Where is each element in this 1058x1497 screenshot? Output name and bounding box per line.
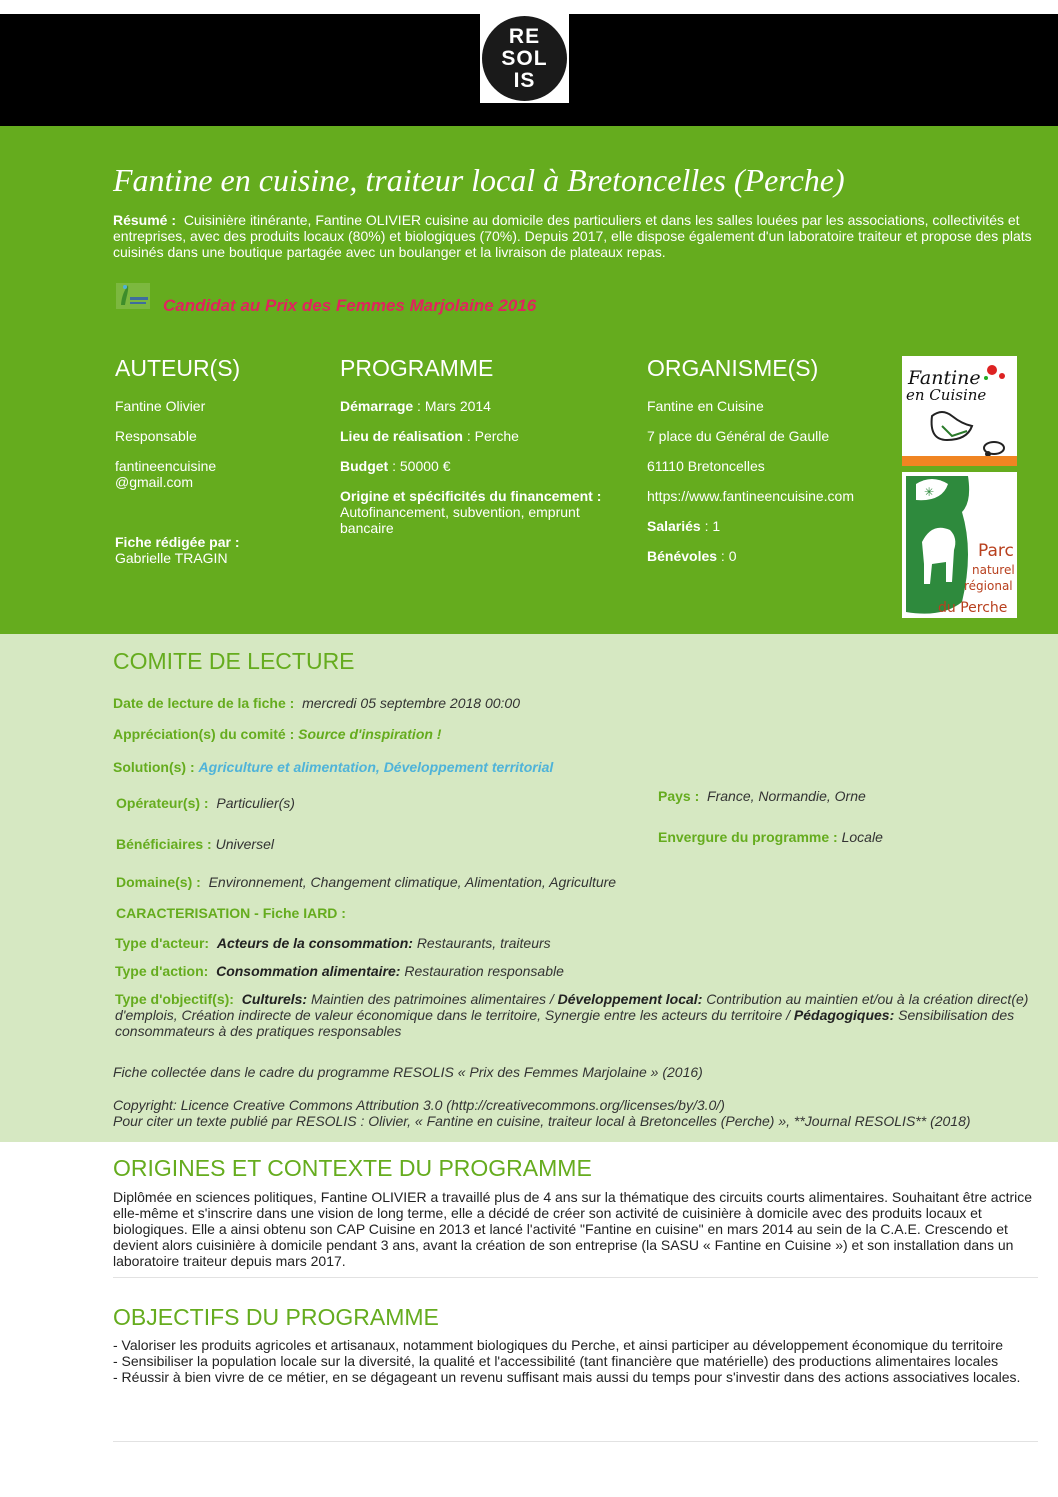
solutions <box>113 759 553 775</box>
top-banner <box>0 0 1058 126</box>
divider <box>113 1441 1038 1442</box>
objectif-item: - Valoriser les produits agricoles et artisanaux, notamment biologiques du Perche, et ainsi participer au développement économique du territoire <box>113 1337 1004 1353</box>
salaries-label: Salariés <box>647 518 701 534</box>
origine-financement <box>340 488 630 536</box>
objectifs-list <box>113 1337 1038 1385</box>
pays <box>658 788 866 804</box>
demarrage-label: Démarrage <box>340 398 414 414</box>
comite-section <box>0 634 1058 1142</box>
budget <box>340 458 630 474</box>
copyright: Copyright: Licence Creative Commons Attribution 3.0 (http://creativecommons.org/licenses/by/3.0/) <box>113 1097 725 1113</box>
objectif-developpement: Développement local: <box>557 991 703 1007</box>
domaines <box>116 874 616 890</box>
logo-line-1: RE <box>508 25 541 48</box>
parc-logo-art <box>902 472 1017 618</box>
objectif-culturels: Culturels: <box>241 991 308 1007</box>
beneficiaires <box>116 836 274 852</box>
svg-text:en Cuisine: en Cuisine <box>906 386 987 404</box>
solution-link-2[interactable]: Développement territorial <box>383 759 554 775</box>
fantine-logo-art <box>902 356 1017 466</box>
origine-value: Autofinancement, subvention, emprunt bancaire <box>340 504 580 536</box>
type-objectif <box>115 991 1040 1039</box>
benevoles-label: Bénévoles <box>647 548 718 564</box>
organisme-name: Fantine en Cuisine <box>647 398 764 414</box>
top-margin <box>0 0 1058 14</box>
organisme-city: 61110 Bretoncelles <box>647 458 765 474</box>
caracterisation <box>116 905 346 921</box>
envergure-value: Locale <box>841 829 883 845</box>
type-acteur-value: Restaurants, traiteurs <box>416 935 551 951</box>
type-acteur-label: Type d'acteur: <box>115 935 210 951</box>
operateurs-value: Particulier(s) <box>216 795 295 811</box>
fiche-redigee-value: Gabrielle TRAGIN <box>115 550 228 566</box>
caracterisation-label: CARACTERISATION - Fiche IARD : <box>116 905 346 921</box>
operateurs <box>116 795 295 811</box>
date-value: mercredi 05 septembre 2018 00:00 <box>302 695 520 711</box>
lieu-label: Lieu de réalisation <box>340 428 463 444</box>
organismes-column <box>647 398 887 578</box>
svg-text:Parc: Parc <box>978 541 1014 561</box>
auteur-email[interactable] <box>115 458 315 490</box>
programme-column <box>340 398 630 550</box>
budget-label: Budget <box>340 458 389 474</box>
lieu-value: : Perche <box>462 428 519 444</box>
svg-text:régional: régional <box>964 579 1013 593</box>
beneficiaires-label: Bénéficiaires : <box>116 836 212 852</box>
envergure <box>658 829 883 845</box>
objectif-culturels-text: Maintien des patrimoines alimentaires / <box>310 991 554 1007</box>
benevoles-value: : 0 <box>717 548 737 564</box>
appreciation-label: Appréciation(s) du comité : <box>113 726 295 742</box>
auteur-email-line1: fantineencuisine <box>115 458 217 474</box>
origine-label: Origine et spécificités du financement : <box>340 488 602 504</box>
origines-text: Diplômée en sciences politiques, Fantine OLIVIER a travaillé plus de 4 ans sur la thématique des circuits courts alimentaires. Souhaitant être actrice elle-même et s'inscrire dans une vision de long terme, elle a décidé de créer son activité de cuisinière à domicile avec des produits locaux et biologiques. Elle a ainsi obtenu son CAP Cuisine en 2013 et lancé l'activité "Fantine en cuisine" en mars 2014 au sein de la C.A.E. Crescendo et devient alors cuisinière à domicile pendant 3 ans, avant la création de son entreprise (la SASU « Fantine en Cuisine ») et son installation dans un laboratoire traiteur depuis mars 2017. <box>113 1189 1033 1269</box>
demarrage-value: : Mars 2014 <box>413 398 491 414</box>
fiche-redigee-label: Fiche rédigée par : <box>115 534 240 550</box>
logo-line-3: IS <box>513 69 536 92</box>
objectifs-heading: OBJECTIFS DU PROGRAMME <box>113 1304 439 1330</box>
benevoles <box>647 548 887 564</box>
type-acteur-category: Acteurs de la consommation: <box>216 935 413 951</box>
budget-value: : 50000 € <box>388 458 451 474</box>
candidat-label[interactable]: Candidat au Prix des Femmes Marjolaine 2016 <box>163 296 537 315</box>
domaines-label: Domaine(s) : <box>116 874 201 890</box>
objectif-pedagogiques-text: Sensibilisation des consommateurs à des pratiques responsables <box>115 1007 1015 1039</box>
appreciation <box>113 726 441 742</box>
solutions-label: Solution(s) : <box>113 759 195 775</box>
operateurs-label: Opérateur(s) : <box>116 795 209 811</box>
envergure-label: Envergure du programme : <box>658 829 838 845</box>
auteurs-heading: AUTEUR(S) <box>115 355 241 381</box>
citation: Pour citer un texte publié par RESOLIS : Olivier, « Fantine en cuisine, traiteur local à Bretoncelles (Perche) », **Journal RESOLIS** (2018) <box>113 1113 971 1129</box>
resume <box>113 212 1038 260</box>
objectif-pedagogiques: Pédagogiques: <box>793 1007 895 1023</box>
type-objectif-label: Type d'objectif(s): <box>115 991 234 1007</box>
solution-link-1[interactable]: Agriculture et alimentation <box>198 759 376 775</box>
objectif-item: - Sensibiliser la population locale sur la diversité, la qualité et l'accessibilité (tant financière que matérielle) des productions alimentaires locales <box>113 1353 999 1369</box>
resume-label: Résumé : <box>113 212 177 228</box>
objectif-item: - Réussir à bien vivre de ce métier, en se dégageant un revenu suffisant mais aussi du temps pour s'investir dans des actions associatives locales. <box>113 1369 1021 1385</box>
programme-heading: PROGRAMME <box>340 355 494 381</box>
fiche-collectee: Fiche collectée dans le cadre du programme RESOLIS « Prix des Femmes Marjolaine » (2016) <box>113 1064 703 1080</box>
lieu <box>340 428 630 444</box>
auteurs-column <box>115 398 315 580</box>
fantine-en-cuisine-logo <box>902 356 1017 466</box>
svg-text:naturel: naturel <box>972 563 1015 577</box>
auteur-name: Fantine Olivier <box>115 398 206 414</box>
svg-text:du Perche: du Perche <box>938 600 1008 616</box>
type-action-category: Consommation alimentaire: <box>216 963 401 979</box>
organismes-heading: ORGANISME(S) <box>647 355 819 381</box>
auteur-email-line2: @gmail.com <box>115 474 194 490</box>
fantine-logo-bar <box>902 456 1017 466</box>
type-acteur <box>115 935 551 951</box>
page-title: Fantine en cuisine, traiteur local à Bretoncelles (Perche) <box>113 162 845 198</box>
demarrage <box>340 398 630 414</box>
salaries <box>647 518 887 534</box>
divider <box>113 1277 1038 1278</box>
fiche-redigee <box>115 534 315 566</box>
date-label: Date de lecture de la fiche : <box>113 695 295 711</box>
origines-heading: ORIGINES ET CONTEXTE DU PROGRAMME <box>113 1155 592 1181</box>
svg-text:✳: ✳ <box>924 485 935 499</box>
marjolaine-badge-icon <box>116 283 150 309</box>
parc-perche-logo <box>902 472 1017 618</box>
resume-text: Cuisinière itinérante, Fantine OLIVIER cuisine au domicile des particuliers et dans les salles louées par les associations, collectivités et entreprises, avec des produits locaux (80%) et biologiques (70%). Depuis 2017, elle dispose également d'un laboratoire traiteur et propose des plats cuisinés dans une boutique partagée avec un boulanger et la livraison de plateaux repas. <box>113 212 1032 260</box>
header-section <box>0 126 1058 634</box>
beneficiaires-value: Universel <box>215 836 274 852</box>
pays-label: Pays : <box>658 788 700 804</box>
organisme-url[interactable]: https://www.fantineencuisine.com <box>647 488 854 504</box>
solution-separator: , <box>375 759 384 775</box>
comite-heading: COMITE DE LECTURE <box>113 648 355 674</box>
svg-text:Fantine: Fantine <box>908 367 981 389</box>
organisme-address: 7 place du Général de Gaulle <box>647 428 830 444</box>
resolis-logo[interactable] <box>480 14 569 103</box>
type-action <box>115 963 564 979</box>
logo-line-2: SOL <box>501 47 548 70</box>
pays-value: France, Normandie, Orne <box>707 788 866 804</box>
date-lecture <box>113 695 520 711</box>
auteur-role: Responsable <box>115 428 197 444</box>
type-action-label: Type d'action: <box>115 963 209 979</box>
objectif-developpement-text: Contribution au maintien et/ou à la création direct(e) d'emplois, Création indirecte de valeur économique dans le territoire, Synergie entre les acteurs du territoire / <box>115 991 1029 1023</box>
domaines-value: Environnement, Changement climatique, Alimentation, Agriculture <box>208 874 617 890</box>
type-action-value: Restauration responsable <box>404 963 564 979</box>
appreciation-value: Source d'inspiration ! <box>298 726 442 742</box>
salaries-value: : 1 <box>700 518 721 534</box>
